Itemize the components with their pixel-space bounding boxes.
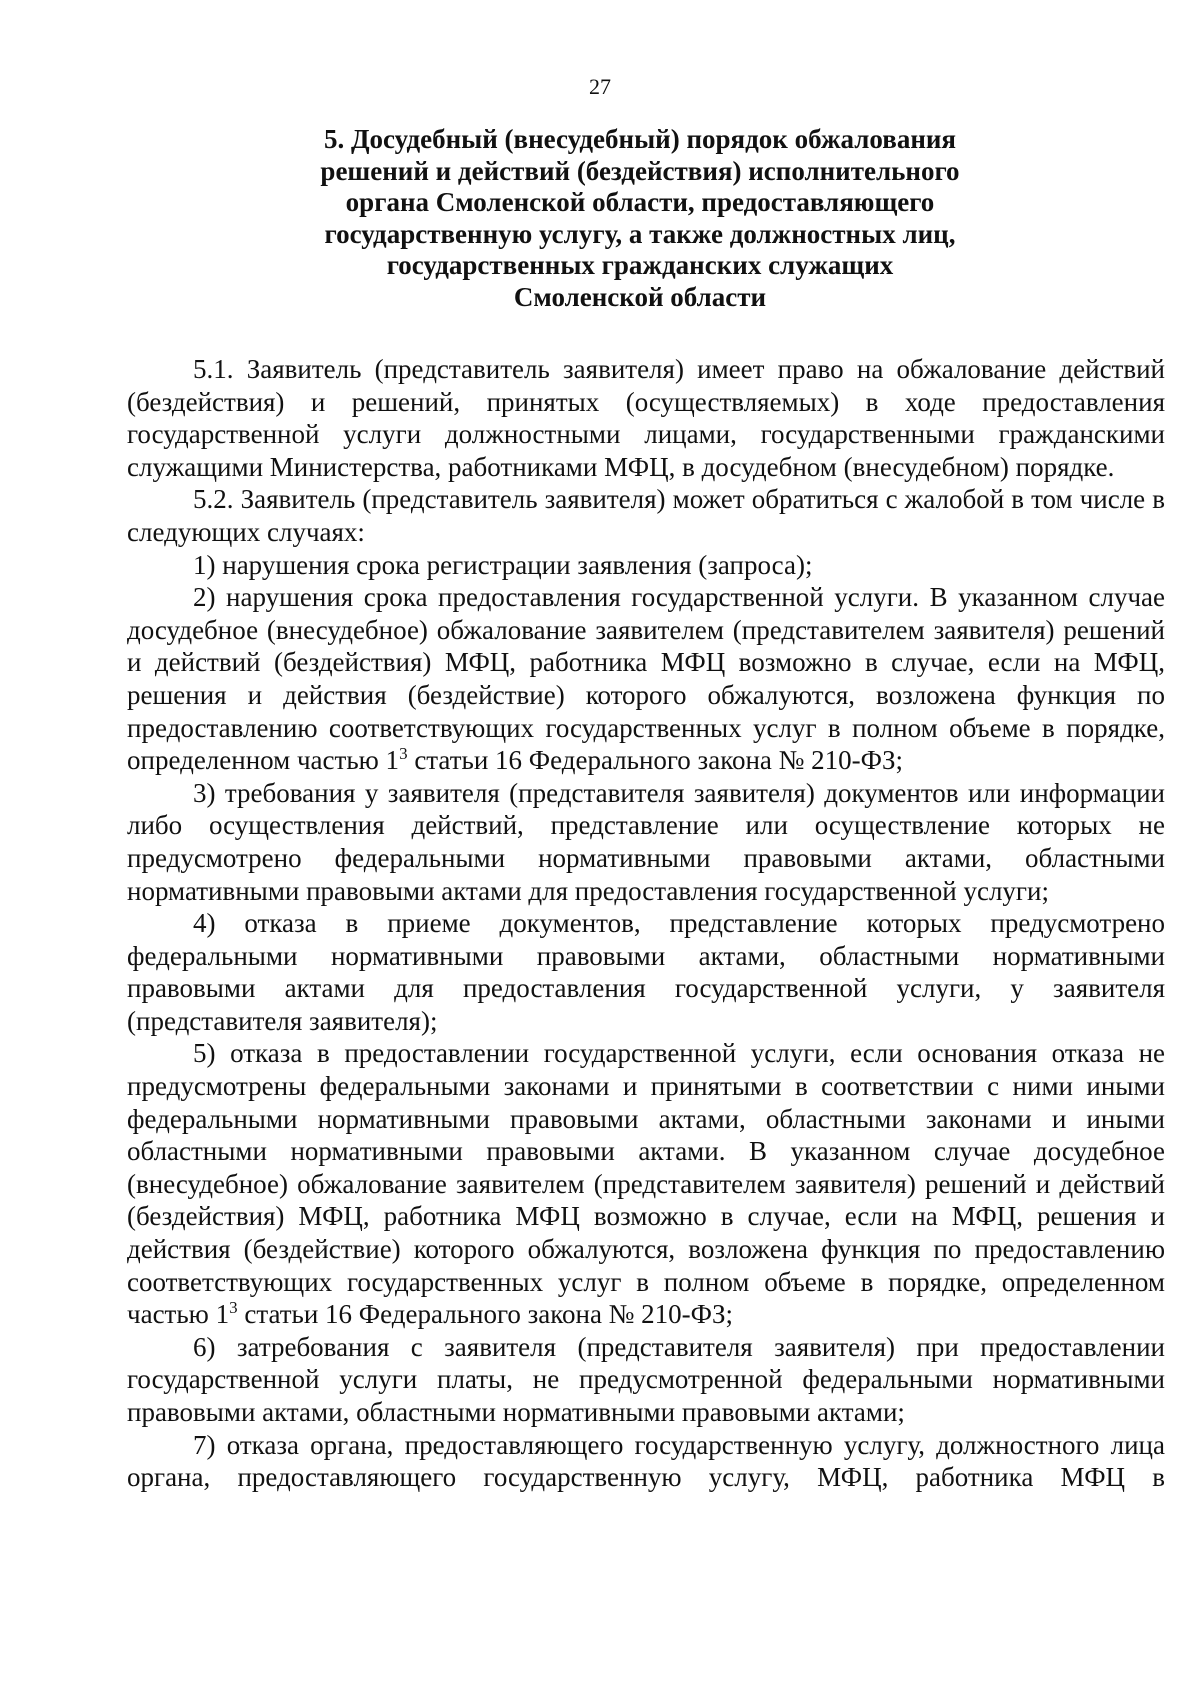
heading-line: решений и действий (бездействия) исполнительного — [320, 155, 960, 186]
heading-line: Смоленской области — [513, 281, 767, 312]
list-item-3: 3) требования у заявителя (представителя заявителя) документов или информации либо осуществления действий, представление или осуществление которых не предусмотрено федеральными нормативными правовыми актами, областными нормативными правовыми актами для предоставления государственной услуги; — [127, 777, 1165, 906]
list-item-2-text: 2) нарушения срока предоставления государственной услуги. В указанном случае досудебное (внесудебное) обжалование заявителем (представителем заявителя) решений и действий (бездействия) МФЦ, работника МФЦ возможно в случае, если на МФЦ, решения и действия (бездействие) которого обжалуются, возложена функция по предоставлению соответствующих государственных услуг в полном объеме в порядке, определенном частью 1 — [127, 582, 1165, 776]
list-item-6: 6) затребования с заявителя (представителя заявителя) при предоставлении государственной услуги платы, не предусмотренной федеральными нормативными правовыми актами, областными нормативными правовыми актами; — [127, 1331, 1165, 1427]
superscript: 3 — [229, 1298, 238, 1318]
section-heading — [200, 124, 1080, 313]
page-number: 27 — [589, 74, 611, 99]
list-item-1: 1) нарушения срока регистрации заявления (запроса); — [193, 549, 813, 580]
document-body — [127, 353, 1165, 1494]
heading-line: органа Смоленской области, предоставляющего — [345, 187, 935, 217]
superscript: 3 — [399, 744, 408, 764]
list-item-4: 4) отказа в приеме документов, представление которых предусмотрено федеральными нормативными правовыми актами, областными нормативными правовыми актами для предоставления государственной услуги, у заявителя (представителя заявителя); — [127, 908, 1165, 1036]
paragraph-5-2: 5.2. Заявитель (представитель заявителя) может обратиться с жалобой в том числе в следующих случаях: — [127, 484, 1165, 547]
list-item-5-text-end: статьи 16 Федерального закона № 210-ФЗ; — [237, 1299, 734, 1330]
paragraph-5-1: 5.1. Заявитель (представитель заявителя) имеет право на обжалование действий (бездействия) и решений, принятых (осуществляемых) в ходе предоставления государственной услуги должностными лицами, государственными гражданскими служащими Министерства, работниками МФЦ, в досудебном (внесудебном) порядке. — [127, 354, 1165, 482]
list-item-5-text: 5) отказа в предоставлении государственной услуги, если основания отказа не предусмотрены федеральными законами и принятыми в соответствии с ними иными федеральными нормативными правовыми актами, областными законами и иными областными нормативными правовыми актами. В указанном случае досудебное (внесудебное) обжалование заявителем (представителем заявителя) решений и действий (бездействия) МФЦ, работника МФЦ возможно в случае, если на МФЦ, решения и действия (бездействие) которого обжалуются, возложена функция по предоставлению соответствующих государственных услуг в полном объеме в порядке, определенном частью 1 — [127, 1038, 1165, 1330]
heading-line: государственную услугу, а также должностных лиц, — [324, 218, 956, 249]
heading-line: 5. Досудебный (внесудебный) порядок обжалования — [323, 124, 957, 154]
list-item-2-text-end: статьи 16 Федерального закона № 210-ФЗ; — [407, 745, 904, 776]
list-item-5 — [127, 1037, 1165, 1330]
list-item-7: 7) отказа органа, предоставляющего государственную услугу, должностного лица органа, предоставляющего государственную услугу, МФЦ, работника МФЦ в — [127, 1429, 1165, 1493]
list-item-2 — [127, 581, 1165, 777]
heading-line: государственных гражданских служащих — [386, 250, 894, 280]
